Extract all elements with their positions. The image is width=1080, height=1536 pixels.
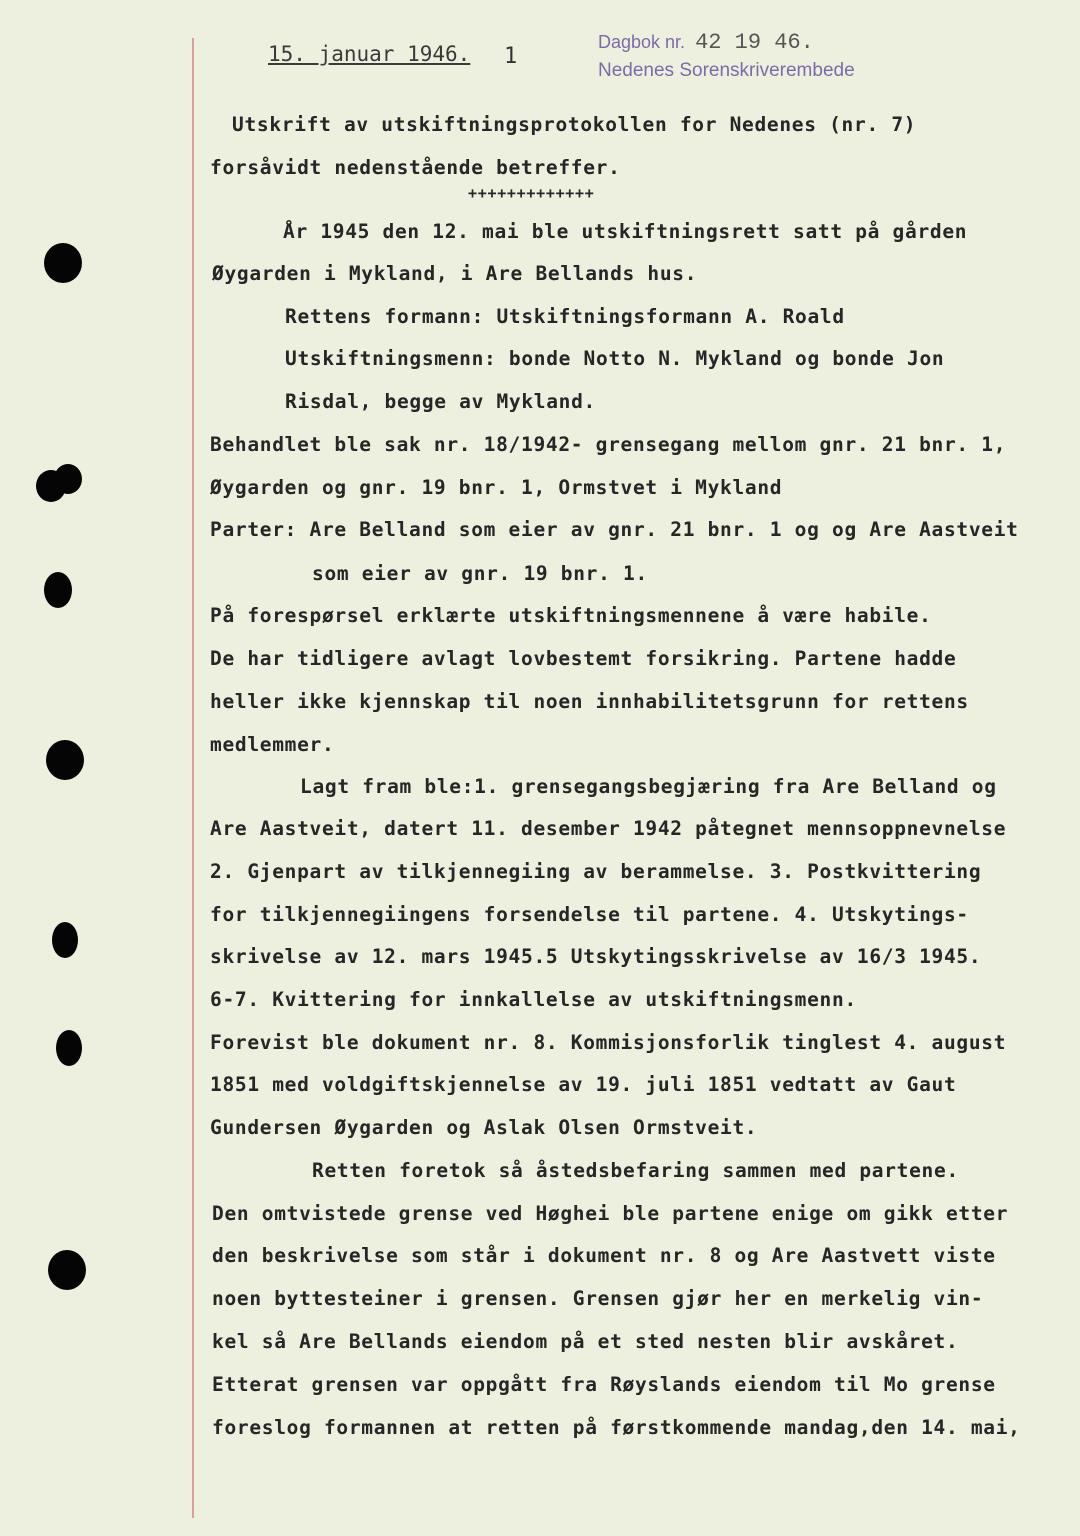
text-line: Are Aastveit, datert 11. desember 1942 påtegnet mennsoppnevnelse xyxy=(210,817,1007,840)
text-line: skrivelse av 12. mars 1945.5 Utskytingsskrivelse av 16/3 1945. xyxy=(210,945,982,968)
stamp-number: 42 19 46. xyxy=(695,30,814,55)
text-line: På forespørsel erklærte utskiftningsmennene å være habile. xyxy=(210,604,932,627)
text-line: heller ikke kjennskap til noen innhabilitetsgrunn for rettens xyxy=(210,690,969,713)
text-line: Behandlet ble sak nr. 18/1942- grensegang mellom gnr. 21 bnr. 1, xyxy=(210,433,1007,456)
text-line: Utskrift av utskiftningsprotokollen for Nedenes (nr. 7) xyxy=(232,113,917,136)
stamp-office: Nedenes Sorenskriverembede xyxy=(598,60,855,81)
text-line: Lagt fram ble:1. grensegangsbegjæring fra Are Belland og xyxy=(300,775,997,798)
text-line: År 1945 den 12. mai ble utskiftningsrett satt på gården xyxy=(283,220,968,243)
text-line: De har tidligere avlagt lovbestemt forsikring. Partene hadde xyxy=(210,647,957,670)
text-line: Forevist ble dokument nr. 8. Kommisjonsforlik tinglest 4. august xyxy=(210,1031,1007,1054)
punch-hole xyxy=(44,243,82,283)
text-line: Øygarden og gnr. 19 bnr. 1, Ormstvet i Mykland xyxy=(210,476,783,499)
text-line: Den omtvistede grense ved Høghei ble partene enige om gikk etter xyxy=(212,1202,1009,1225)
punch-hole xyxy=(48,1250,86,1290)
text-line: 2. Gjenpart av tilkjennegiing av berammelse. 3. Postkvittering xyxy=(210,860,982,883)
text-line: Rettens formann: Utskiftningsformann A. Roald xyxy=(285,305,845,328)
text-line: Parter: Are Belland som eier av gnr. 21 bnr. 1 og og Are Aastveit xyxy=(210,518,1019,541)
margin-rule xyxy=(192,38,194,1518)
text-line: Øygarden i Mykland, i Are Bellands hus. xyxy=(212,262,698,285)
registry-stamp xyxy=(598,30,855,82)
header-date: 15. januar 1946. xyxy=(268,42,471,66)
punch-hole xyxy=(52,922,78,958)
punch-hole xyxy=(56,1030,82,1066)
punch-hole xyxy=(44,572,72,608)
text-line: 1851 med voldgiftskjennelse av 19. juli 1851 vedtatt av Gaut xyxy=(210,1073,957,1096)
page-number: 1 xyxy=(504,44,518,69)
text-line: kel så Are Bellands eiendom på et sted nesten blir avskåret. xyxy=(212,1330,959,1353)
text-line: 6-7. Kvittering for innkallelse av utskiftningsmenn. xyxy=(210,988,857,1011)
text-line: Utskiftningsmenn: bonde Notto N. Mykland og bonde Jon xyxy=(285,347,945,370)
text-line: medlemmer. xyxy=(210,733,335,756)
text-line: Gundersen Øygarden og Aslak Olsen Ormstveit. xyxy=(210,1116,758,1139)
text-line: +++++++++++++ xyxy=(468,184,595,202)
text-line: forsåvidt nedenstående betreffer. xyxy=(210,156,621,179)
punch-hole xyxy=(46,740,84,780)
text-line: foreslog formannen at retten på førstkommende mandag,den 14. mai, xyxy=(212,1416,1021,1439)
stamp-dagbok-label: Dagbok nr. xyxy=(598,32,686,52)
text-line: som eier av gnr. 19 bnr. 1. xyxy=(312,562,648,585)
text-line: noen byttesteiner i grensen. Grensen gjør her en merkelig vin- xyxy=(212,1287,984,1310)
text-line: Etterat grensen var oppgått fra Røyslands eiendom til Mo grense xyxy=(212,1373,996,1396)
text-line: for tilkjennegiingens forsendelse til partene. 4. Utskytings- xyxy=(210,903,969,926)
text-line: Retten foretok så åstedsbefaring sammen med partene. xyxy=(312,1159,959,1182)
text-line: den beskrivelse som står i dokument nr. 8 og Are Aastvett viste xyxy=(212,1244,996,1267)
punch-hole xyxy=(54,464,82,494)
text-line: Risdal, begge av Mykland. xyxy=(285,390,596,413)
